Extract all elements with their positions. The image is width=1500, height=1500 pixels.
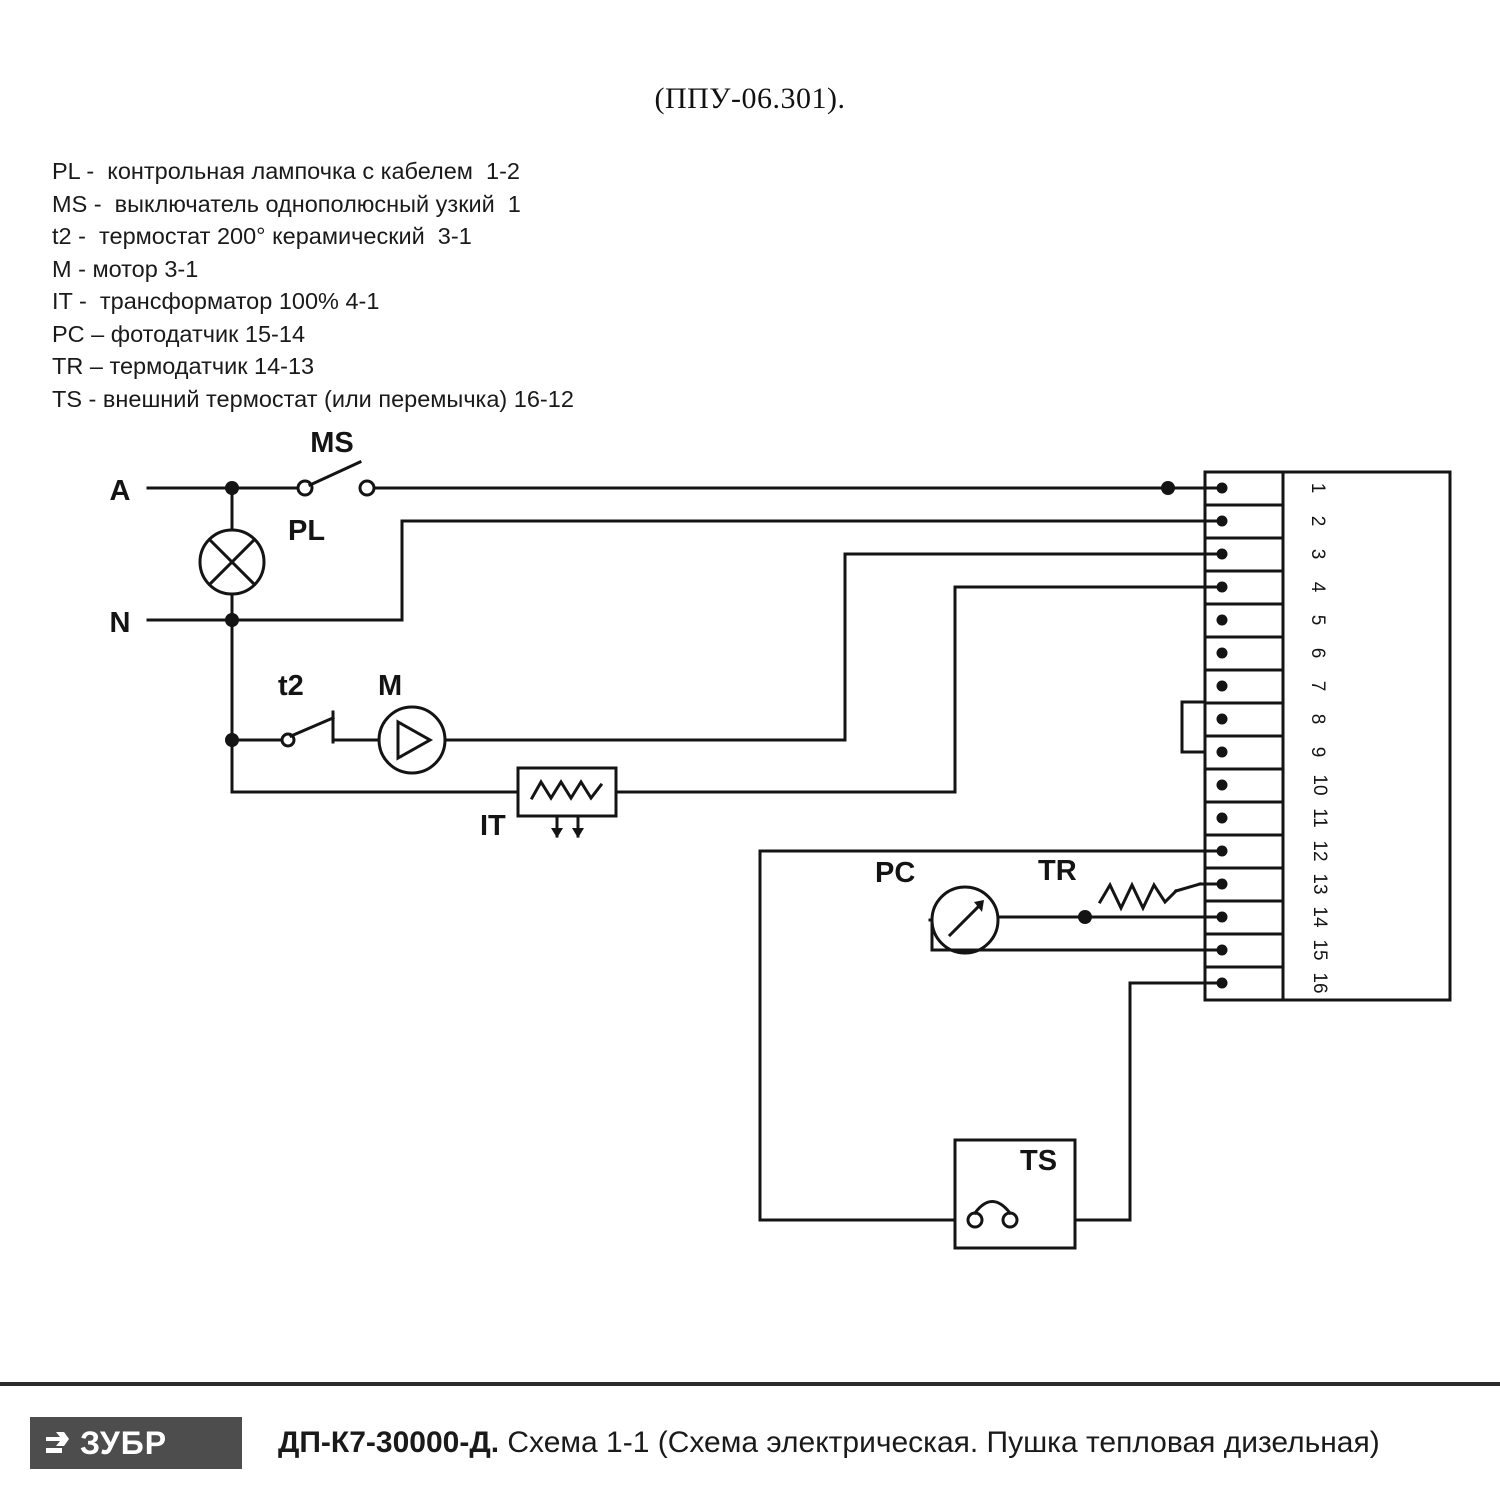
terminal-number: 11 <box>1309 808 1330 828</box>
label-lamp-pl: PL <box>288 515 326 547</box>
terminal-number: 4 <box>1307 581 1328 593</box>
legend-item: IT - трансформатор 100% 4-1 <box>52 288 380 314</box>
terminal-number: 8 <box>1307 713 1328 725</box>
brand-name: ЗУБР <box>80 1424 168 1461</box>
terminal-number: 6 <box>1307 647 1328 659</box>
wiring-diagram <box>0 430 1500 1330</box>
label-line-a: A <box>109 475 131 507</box>
terminal-number: 1 <box>1307 482 1328 494</box>
legend-item: TR – термодатчик 14-13 <box>52 353 315 379</box>
label-line-n: N <box>109 607 131 639</box>
legend-item: t2 - термостат 200° керамический 3-1 <box>52 223 472 249</box>
page-title: (ППУ-06.301). <box>654 82 846 115</box>
arrow-right-icon <box>42 1428 72 1458</box>
indicator-lamp-pl <box>200 488 264 620</box>
terminal-number: 12 <box>1309 840 1330 862</box>
brand-logo <box>30 1417 242 1469</box>
transformer-it <box>232 587 1222 838</box>
footer-caption <box>278 1426 1380 1460</box>
footer-description: Схема 1-1 (Схема электрическая. Пушка тепловая дизельная) <box>507 1426 1380 1459</box>
terminal-number: 14 <box>1309 906 1330 928</box>
terminal-number: 3 <box>1307 548 1328 560</box>
terminal-number: 9 <box>1307 746 1328 758</box>
footer-model: ДП-К7-30000-Д. <box>278 1426 500 1459</box>
label-motor-m: M <box>378 670 403 702</box>
legend-block <box>52 155 852 415</box>
photocell-pc <box>930 887 1222 953</box>
footer-bar <box>0 1386 1500 1500</box>
legend-item: M - мотор 3-1 <box>52 255 199 282</box>
terminal-number: 10 <box>1309 774 1330 796</box>
legend-item: PL - контрольная лампочка с кабелем 1-2 <box>52 158 520 184</box>
label-photocell-pc: PC <box>875 857 916 889</box>
thermostat-t2 <box>232 712 378 746</box>
legend-item: MS - выключатель однополюсный узкий 1 <box>52 190 521 217</box>
line-a-conductor <box>148 462 1222 495</box>
terminal-bridge-7-9 <box>1182 702 1205 752</box>
legend-item: PC – фотодатчик 15-14 <box>52 320 306 347</box>
thermosensor-tr <box>1078 884 1222 924</box>
terminal-number: 15 <box>1309 939 1330 961</box>
label-external-thermostat-ts: TS <box>1020 1145 1058 1177</box>
label-thermostat-t2: t2 <box>278 670 304 702</box>
label-switch-ms: MS <box>310 430 354 459</box>
terminal-number: 7 <box>1307 680 1328 692</box>
terminal-number: 16 <box>1309 972 1330 994</box>
label-transformer-it: IT <box>480 810 506 842</box>
terminal-number: 2 <box>1307 515 1328 527</box>
terminal-number: 5 <box>1307 614 1328 626</box>
terminal-number: 13 <box>1309 873 1330 895</box>
legend-item: TS - внешний термостат (или перемычка) 16-12 <box>52 385 574 412</box>
label-thermosensor-tr: TR <box>1038 855 1077 887</box>
